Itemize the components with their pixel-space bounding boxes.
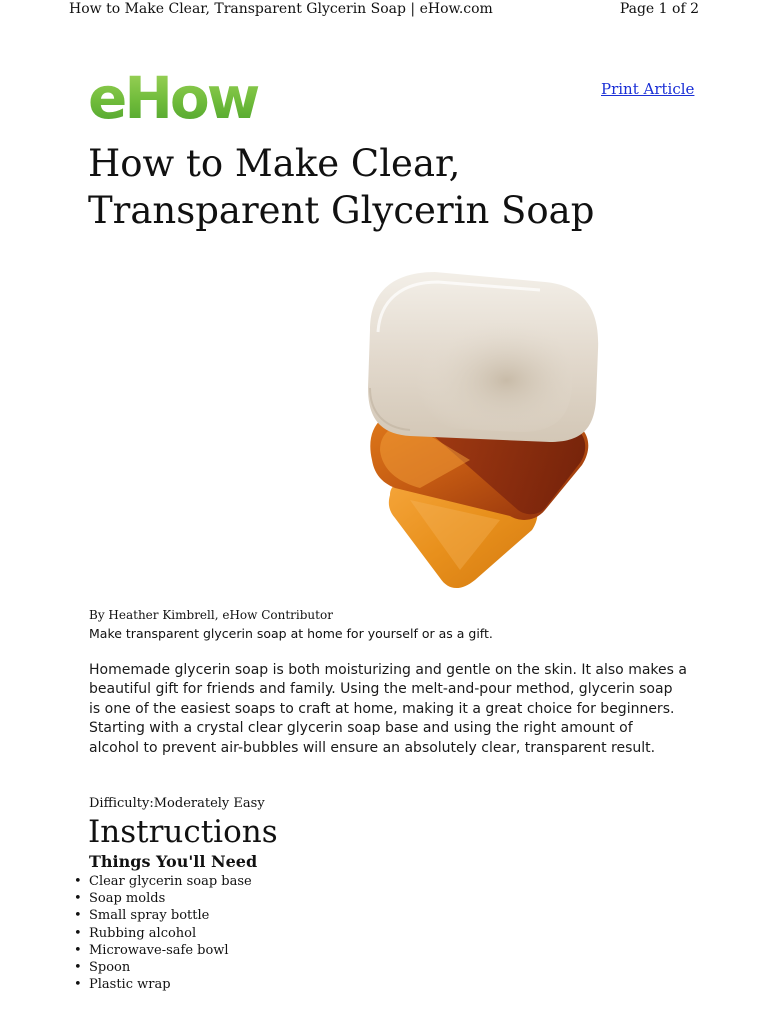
- supplies-list: [74, 873, 252, 993]
- page-number: Page 1 of 2: [619, 1, 699, 17]
- article-title: How to Make Clear, Transparent Glycerin Soap: [88, 142, 595, 232]
- bullet-icon: •: [74, 891, 82, 907]
- list-item: [74, 925, 252, 942]
- bullet-icon: •: [74, 977, 82, 993]
- difficulty-label: Difficulty:Moderately Easy: [89, 796, 265, 811]
- bullet-icon: •: [74, 960, 82, 976]
- list-item: [74, 907, 252, 924]
- list-item: [74, 942, 252, 959]
- glycerin-soap-photo: [350, 260, 610, 600]
- bullet-icon: •: [74, 874, 82, 889]
- print-article-link[interactable]: Print Article: [601, 80, 695, 98]
- print-header: [69, 0, 699, 22]
- list-item: [74, 959, 252, 976]
- ehow-logo[interactable]: [88, 64, 274, 126]
- article-intro: Homemade glycerin soap is both moisturizing and gentle on the skin. It also makes a beautiful gift for friends and family. Using the melt-and-pour method, glycerin soap is one of the easiest soaps to craft at home, making it a great choice for beginners. Starting with a crystal clear glycerin soap base and using the right amount of alcohol to prevent air-bubbles will ensure an absolutely clear, transparent result.: [89, 662, 687, 756]
- list-item: [74, 873, 252, 890]
- document-title: How to Make Clear, Transparent Glycerin Soap | eHow.com: [69, 1, 493, 17]
- article-byline: By Heather Kimbrell, eHow Contributor: [89, 608, 333, 622]
- supply-item-text: Rubbing alcohol: [89, 925, 197, 941]
- supply-item-text: Spoon: [89, 960, 131, 976]
- instructions-heading: Instructions: [88, 814, 278, 850]
- svg-text:eHow: eHow: [88, 64, 258, 126]
- list-item: [74, 890, 252, 907]
- bullet-icon: •: [74, 908, 82, 924]
- supply-item-text: Soap molds: [89, 891, 166, 907]
- list-item: [74, 976, 252, 993]
- bullet-icon: •: [74, 942, 82, 958]
- article-summary: Make transparent glycerin soap at home for yourself or as a gift.: [89, 626, 493, 641]
- things-you-need-heading: Things You'll Need: [89, 852, 258, 871]
- supply-item-text: Plastic wrap: [89, 977, 171, 993]
- supply-item-text: Microwave-safe bowl: [89, 942, 229, 958]
- bullet-icon: •: [74, 925, 82, 941]
- supply-item-text: Small spray bottle: [89, 908, 210, 924]
- supply-item-text: Clear glycerin soap base: [89, 874, 252, 889]
